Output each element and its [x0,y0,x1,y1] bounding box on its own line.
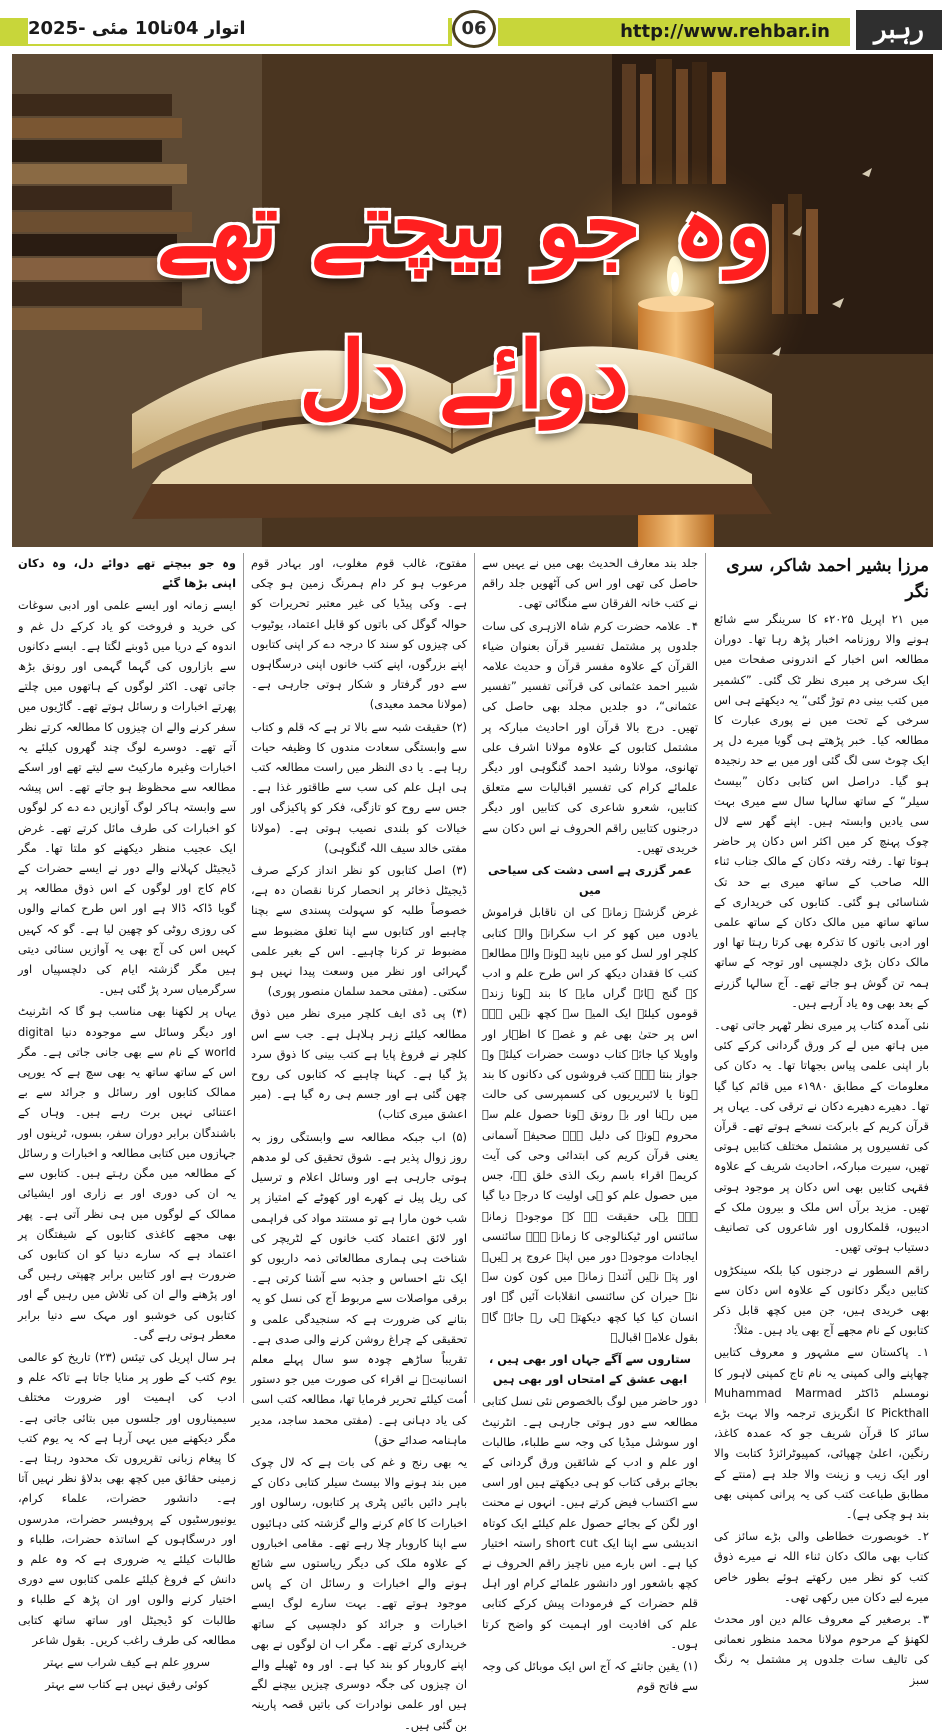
page-number-badge: 06 [452,10,496,48]
headline: وہ جو بیچتے تھے دوائے دل [156,171,772,429]
paragraph: میں ۲۱ اپریل ۲۰۲۵ء کا سرینگر سے شائع ہونے والا روزنامہ اخبار پڑھ رہا تھا۔ دوران مطالعہ اس اخبار کے اندرونی صفحات میں ایک سرخی پر میری نظر ٹک گئی۔ ”کشمیر میں کتب بینی دم توڑ گئی“ یہ دیکھتے ہی اس سرخی کے تحت میں نے پوری عبارت کا مطالعہ کیا۔ خبر پڑھتے ہی گویا میرے دل پر ایک چوٹ سی لگ گئی اور میں بے حد رنجیدہ ہو گیا۔ دراصل اس کتابی دکان ”بیسٹ سیلر“ کے ساتھ سالہا سال سے میری بہت سی یادیں وابستہ ہیں۔ اپنے گھر سے لال چوک پہنچ کر میں اکثر اس دکان پر حاضر ہوتا تھا۔ رفتہ رفتہ دکان کے مالک جناب ثناء اللہ صاحب کے ساتھ میری بے حد تک شناسائی ہو گئی۔ کتابوں کی خریداری کے ساتھ ساتھ میں مالک دکان کے ساتھ علمی اور ادبی باتوں کا تذکرہ بھی کرتا رہتا تھا اور مالک دکان بڑی دلچسپی اور توجہ کے ساتھ ہمہ تن گوش ہو جاتے تھے۔ آج سالہا گزرنے کے بعد بھی وہ یاد آرہے ہیں۔ [714,612,929,1010]
verse: وہ جو بیچتے تھے دوائے دل، وہ دکان اپنی بڑھا گئے [18,556,236,591]
paragraph: (۵) اب جبکہ مطالعہ سے وابستگی روز بہ روز زوال پذیر ہے۔ شوق تحقیق کی لو مدھم ہوتی جارہی ہے اور وسائل اعلام و ترسیل کی ریل پیل نے کھرے اور کھوٹے کے امتیاز پر شب خون مارا ہے تو مستند مواد کی فراہمی اور لائق اعتماد کتب خانوں کے لٹریچر کی شناخت ہی ہماری مطالعاتی ذمہ داریوں کو ایک نئے احساس و جذبہ سے آشنا کرتی ہے۔ برقی مواصلات سے مربوط آج کی نسل کو یہ بتانے کی ضرورت ہے کہ سنجیدگی علمی و تحقیقی کے چراغ روشن کرنے والی صدی ہے۔ تقریباً ساڑھے چودہ سو سال پہلے معلم انسانیتؐ نے اقراء کی صورت میں جو دستور اُمت کیلئے تحریر فرمایا تھا، مطالعہ کتب اسی کی یاد دہانی ہے۔ (مفتی محمد ساجد، مدیر ماہنامہ صدائے حق) [251,1129,467,1447]
newspaper-logo: رہبر [856,10,942,50]
verse: عمر گزری ہے اسی دشت کی سیاحی میں [487,863,693,898]
paragraph: (۳) اصل کتابوں کو نظر انداز کرکے صرف ڈیجیٹل ذخائر پر انحصار کرنا نقصان دہ ہے، خصوصاً طلبہ کو سہولت پسندی سے بچنا چاہیے اور کتابوں سے اپنا تعلق مضبوط سے مضبوط تر کرنا چاہیے۔ اس کے بغیر علمی گہرائی اور نظر میں وسعت پیدا نہیں ہو سکتی۔ (مفتی محمد سلمان منصور پوری) [251,863,467,999]
column-divider [705,553,706,1403]
verse: کوئی رفیق نہیں ہے کتاب سے بہتر [45,1677,209,1692]
paragraph: یہاں پر لکھنا بھی مناسب ہو گا کہ انٹرنیٹ اور دیگر وسائل سے موجودہ دنیا digital world کے نام سے بھی جانی جاتی ہے۔ مگر اس کے ساتھ ساتھ یہ بھی سچ ہے کہ یورپی ممالک کتابوں اور رسائل و جرائد سے بے اعتنائی نہیں برت رہے ہیں۔ وہاں کے باشندگان برابر دوران سفر، بسوں، ٹرینوں اور جہازوں میں کتابی مطالعہ و اخبارات و رسائل کے مطالعہ میں مگن رہتے ہیں۔ کتابوں سے یہ ان کی دوری اور بے زاری اور ایشیائی ممالک کے لوگوں میں ہی نظر آتی ہے۔ پھر بھی مجھے کاغذی کتابوں کے شیفتگان پر اعتماد ہے کہ سارے دنیا کو ان کتابوں کی ضرورت ہے اور کتابیں برابر چھپتی رہیں گی اور پڑھنے والے ان کی تلاش میں رہیں گے اور کتابوں کی خوشبو اور مہک سے دنیا برابر معطر ہوتی رہے گی۔ [18,1004,236,1342]
author-byline: مرزا بشیر احمد شاکر، سری نگر [726,556,929,602]
site-url[interactable]: http://www.rehbar.in [620,21,830,42]
paragraph: ۳۔ برصغیر کے معروف عالم دین اور محدث لکھنؤ کے مرحوم مولانا محمد منظور نعمانی کی تالیف سات جلدوں پر مشتمل بہ رنگ سبز [714,1611,929,1687]
paragraph: نئی آمدہ کتاب پر میری نظر ٹھہر جاتی تھی۔ میں ہاتھ میں لے کر ورق گردانی کرکے کئی بار اپنی علمی پیاس بجھاتا تھا۔ یہ دکان کی معلومات کے مطابق ۱۹۸۰ء میں قائم کیا گیا تھا۔ دھیرے دھیرے دکان نے ترقی کی۔ یہاں پر قرآن کریم کے بابرکت نسخے ہوتے تھے۔ قرآن کی تفسیروں پر مشتمل مختلف کتابیں ہوتی تھیں، سیرت مبارکہ، احادیث شریف کے علاوہ فقہی کتابیں بھی اس دکان پر موجود ہوتی تھیں۔ مزید برآں اس ملک و بیرون ملک کے ادیبوں، قلمکاروں اور شاعروں کی تصانیف دستیاب ہوتی تھیں۔ [714,1018,929,1255]
column-2 [482,553,698,1694]
column-4 [18,553,236,1692]
column-divider [474,553,475,1403]
paragraph: غرض گزشتہ زمانے کی ان ناقابل فراموش یادوں میں کھو کر اب سکرانے والے کتابی کلچر اور لسل کو میں ناپید ہونے والے مطالعہ کتب کا فقدان دیکھ کر اس طرح علم و ادب کے گنج ہائے گراں مایہ کا بند ہونا زندہ قوموں کیلئے ایک المیہ سے کچھ نہیں ہے۔ اس پر حتیٰ بھی غم و غصہ کا اظہار اور واویلا کیا جائے کتاب دوست حضرات کیلئے وہ جواز بنتا ہے۔ کتب فروشوں کی دکانوں کا بند ہونا یا لائبریریوں کی کسمپرسی کی حالت میں رہنا اور بے رونق ہونا حصول علم سے محروم ہونے کی دلیل ہے۔ صحیفۂ آسمانی یعنی قرآن کریم کی ابتدائی وحی کی آیت کریمہ اقراء باسم ربک الذی خلق ہے، جس میں حصول علم کو ہی اولیت کا درجہ دیا گیا ہے۔ یہی حقیقت ہے کہ موجودہ زمانہ سائنس اور ٹیکنالوجی کا زمانہ ہے۔ سائنسی ایجادات موجودہ دور میں اپنے عروج پر ہیں۔ اور پتہ نہیں آئندہ زمانے میں کون کون سے نئے حیران کن سائنسی انقلابات آئیں گے اور انسان کیا کیا کچھ دیکھتے ہی رہ جائے گا۔ بقول علامہ اقبالؒ [482,905,698,1344]
paragraph: دور حاضر میں لوگ بالخصوص نئی نسل کتابی مطالعہ سے دور ہوتی جارہی ہے۔ انٹرنیٹ اور سوشل میڈیا کی وجہ سے طلباء، طالبات اور علم و ادب کے شائقین ورق گردانی کے بجائے برقی کتاب کو ہی دیکھتے ہیں اور اسی سے اکتساب فیض کرتے ہیں۔ انہوں نے محنت اور لگن کے بجائے حصول علم کیلئے ایک کوتاہ اندیشی سے اپنا ایک short cut راستہ اختیار کیا ہے۔ اس بارے میں ناچیز راقم الحروف نے کچھ باشعور اور دانشور علمائے کرام اور اہل قلم حضرات کے فرمودات پیش کرکے کتابی علم کی افادیت اور اہمیت کو واضح کرتا ہوں۔ [482,1394,698,1651]
paragraph: راقم السطور نے درجنوں کیا بلکہ سینکڑوں کتابیں دیگر دکانوں کے علاوہ اس دکان سے بھی خریدی ہیں، جن میں کچھ قابل ذکر کتابوں کے نام مجھے آج بھی یاد ہیں۔ مثلاً: [714,1262,929,1338]
paragraph: (۱) یقین جانئے کہ آج اس ایک موبائل کی وجہ سے فاتح قوم [482,1658,698,1694]
hero-image [12,54,933,547]
verse: ستاروں سے آگے جہاں اور بھی ہیں ، ابھی عشق کے امتحاں اور بھی ہیں [489,1351,691,1387]
column-1 [714,553,929,1687]
paragraph: جلد بند معارف الحدیث بھی میں نے یہیں سے حاصل کی تھی اور اس کی آٹھویں جلد راقم نے کتب خانہ الفرقان سے منگائی تھی۔ [482,556,698,611]
paragraph: ایسے زمانہ اور ایسے علمی اور ادبی سوغات کی خرید و فروخت کو یاد کرکے دل غم و اندوہ کے دریا میں ڈوبنے لگتا ہے۔ ایسے دکانوں سے بازاروں کی گہما گہمی اور رونق بڑھ جاتی تھی۔ اکثر لوگوں کے ہاتھوں میں چلتے پھرتے اخبارات و رسائل ہوتے تھے۔ گاڑیوں میں سفر کرنے والے ان چیزوں کا مطالعہ کرتے نظر آتے تھے۔ دوسرے لوگ چند گھروں کیلئے یہ اخبارات وغیرہ مارکیٹ سے لیتے تھے اور اسکے مطالعہ سے محظوظ ہو جاتے تھے۔ اس پیشہ سے وابستہ ہاکر لوگ آوازیں دے دے کر لوگوں کو اخبارات کی طرف مائل کرتے تھے۔ غرض ایک عجیب منظر دیکھنے کو ملتا تھا۔ مگر ڈیجیٹل کہلانے والے دور نے ایسے حضرات کے کام کاج اور لوگوں کے اس ذوق مطالعہ پر گویا ڈاکہ ڈالا ہے اور اس طرح کمانے والوں کی روزی روٹی کو چھین لیا ہے۔ گو کہ کہیں کہیں اس کی آج بھی یہ آوازیں سنائی دیتی ہیں مگر گزشتہ ایام کی دلچسپیاں اور سرگرمیاں سرد پڑ گئی ہیں۔ [18,598,236,997]
paragraph: ہر سال اپریل کی تیئس (۲۳) تاریخ کو عالمی یوم کتب کے طور پر منایا جاتا ہے تاکہ علم و ادب کی اہمیت اور ضرورت مختلف سیمیناروں اور جلسوں میں بتائی جاتی ہے۔ مگر دیکھنے میں یہی آرہا ہے کہ یہ یوم کتب کا پیغام زبانی تقریروں تک محدود رہتا ہے۔ زمینی حقائق میں کچھ بھی بدلاؤ نظر نہیں آتا ہے۔ دانشور حضرات، علماء کرام، یونیورسٹیوں کے پروفیسر حضرات، مدرسوں اور درسگاہوں کے اساتذہ حضرات، طلباء و طالبات کیلئے یہ ضروری ہے کہ وہ علم و دانش کے فروغ کیلئے علمی کتابوں سے دوری اختیار کرنے والوں اور ان پڑھ کے طلباء و طالبات کو ڈیجیٹل اور ساتھ ساتھ کتابی مطالعہ کی طرف راغب کریں۔ بقول شاعر [18,1349,236,1647]
paragraph: (۴) پی ڈی ایف کلچر میری نظر میں ذوق مطالعہ کیلئے زہر ہلاہل ہے۔ جب سے اس کلچر نے فروغ پایا ہے کتب بینی کا ذوق سرد پڑ گیا ہے۔ کہنا چاہیے کہ کتابوں کی روح چھن گئی ہے اور جسم ہی رہ گیا ہے۔ (میر اعشق میری کتاب) [251,1006,467,1122]
verse: سرورِ علم ہے کیف شراب سے بہتر [43,1654,211,1669]
article-body [12,553,933,1732]
paragraph: یہ بھی رنج و غم کی بات ہے کہ لال چوک میں بند ہونے والا بیسٹ سیلر کتابی دکان کے باہر دائیں بائیں پٹری پر کتابوں، رسالوں اور اخبارات کا کام کرنے والے گزشتہ کئی دہائیوں سے اپنا کاروبار چلا رہے تھے۔ مقامی اخباروں کے علاوہ ملک کی دیگر ریاستوں سے شائع ہونے والے اخبارات و رسائل ان کے پاس موجود ہوتے تھے۔ بہت سارے لوگ ایسے اخبارات و جرائد کو دلچسپی کے ساتھ خریداری کرتے تھے۔ مگر اب ان لوگوں نے بھی اپنے کاروبار کو بند کیا ہے۔ اور وہ ٹھیلے والے ان چیزوں کی جگہ دوسری چیزیں بیچنے لگے ہیں اور علمی نوادرات کی باتیں قصہ پارینہ بن گئی ہیں۔ [251,1454,467,1732]
paragraph: مفتوح، غالب قوم مغلوب، اور بہادر قوم مرعوب ہو کر دام ہمرنگ زمین ہو چکی ہے۔ وکی پیڈیا کی غیر معتبر تحریرات کو حوالہ گوگل کی باتوں کو قابل اعتماد، یوٹیوب کی چیزوں کو سند کا درجہ دے کر اپنی کتابوں اپنے بزرگوں، اپنے کتب خانوں اپنی درسگاہوں سے دور گرفتار و شکار ہوتی جارہی ہے۔ (مولانا محمد معیدی) [251,556,467,712]
paragraph: ۴۔ علامہ حضرت کرم شاہ الازہری کی سات جلدوں پر مشتمل تفسیر قرآن بعنوان ضیاء القرآن کے علاوہ مفسر قرآن و حدیث علامہ شبیر احمد عثمانی کی قرآنی تفسیر ”تفسیر عثمانی“، دو جلدیں مجلد بھی حاصل کی تھیں۔ درج بالا قرآن اور احادیث مبارکہ پر مشتمل کتابوں کے علاوہ مولانا اشرف علی تھانوی، مولانا رشید احمد گنگوہی اور دیگر علمائے کرام کی تفسیر اقبالیات سے متعلق کتابیں، شعرو شاعری کی کتابیں اور دیگر درجنوں کتابیں راقم الحروف نے اس دکان سے خریدی تھیں۔ [482,618,698,855]
column-3 [251,553,467,1732]
paragraph: (۲) حقیقت شبہ سے بالا تر ہے کہ قلم و کتاب سے وابستگی سعادت مندوں کا وظیفہ حیات رہا ہے۔ یا دی النظر میں راست مطالعہ کتب ہی اہل علم کی سب سے طاقتور غذا ہے۔ جس سے روح کو تازگی، فکر کو پاکیزگی اور خیالات کو بلندی نصیب ہوتی ہے۔ (مولانا مفتی خالد سیف اللہ گنگوہی) [251,719,467,855]
masthead [0,0,945,52]
paragraph: ۲۔ خوبصورت خطاطی والی بڑے سائز کی کتاب بھی مالک دکان ثناء اللہ نے میرے ذوق کتب کو نظر میں رکھتے ہوئے بطور خاص میرے لیے دکان میں رکھی تھی۔ [714,1529,929,1604]
column-divider [243,553,244,1403]
issue-date: اتوار 04تا10 مئی -2025 [28,14,448,44]
paragraph: ۱۔ پاکستان سے مشہور و معروف کتابیں چھاپنے والی کمپنی یہ نام تاج کمپنی لاہور کا نومسلم ڈاکٹر Muhammad Marmad Pickthall کا انگریزی ترجمہ والا بہت بڑے سائز کا قرآن شریف جو کہ عمدہ کاغذ، رنگین، اعلیٰ چھپائی، کمپیوٹرائزڈ کتابت والا اور ایک زیب و زینت والا جلد ہے (منتے کے مطابق طباعت کتب کی یہ پرانی کمپنی بھی بند ہو چکی ہے)۔ [714,1345,929,1521]
